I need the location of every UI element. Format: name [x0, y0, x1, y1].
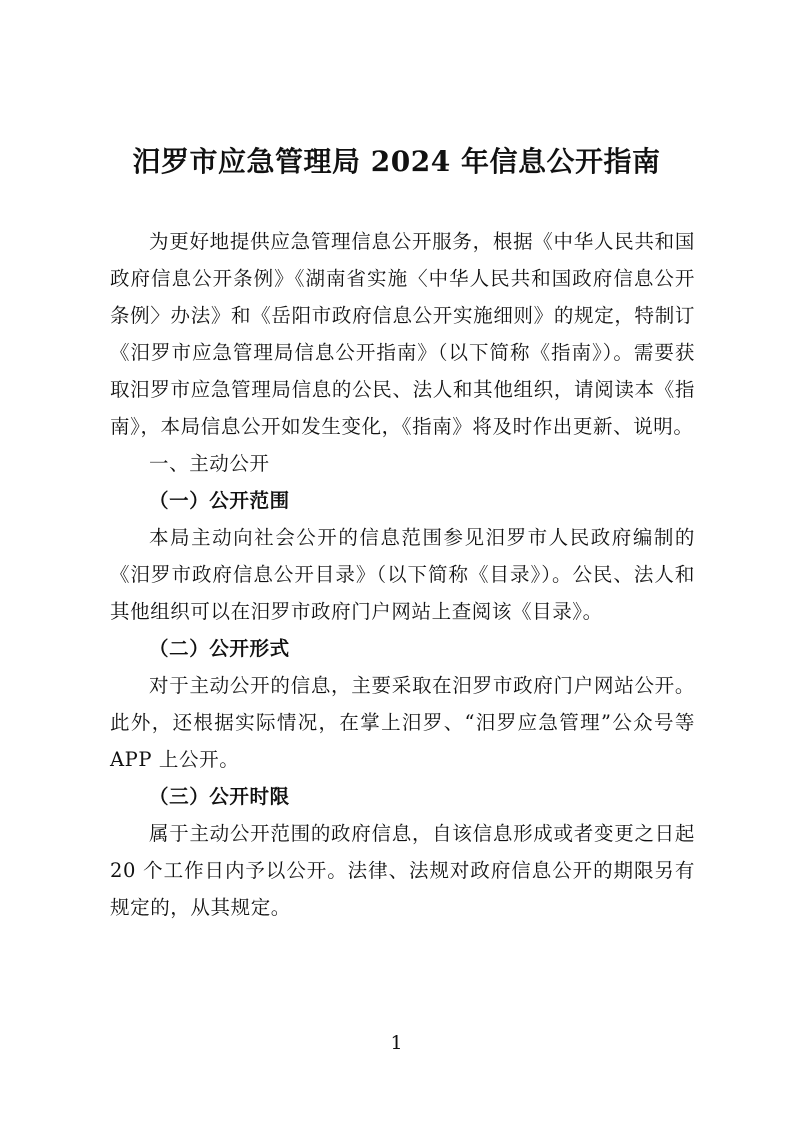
form-paragraph: 对于主动公开的信息，主要采取在汨罗市政府门户网站公开。此外，还根据实际情况，在掌上汨罗、“汨罗应急管理”公众号等 APP 上公开。 — [110, 674, 695, 771]
scope-paragraph: 本局主动向社会公开的信息范围参见汨罗市人民政府编制的《汨罗市政府信息公开目录》（以下简称《目录》）。公民、法人和其他组织可以在汨罗市政府门户网站上查阅该《目录》。 — [110, 526, 695, 623]
time-limit-paragraph: 属于主动公开范围的政府信息，自该信息形成或者变更之日起 20 个工作日内予以公开。法律、法规对政府信息公开的期限另有规定的，从其规定。 — [110, 822, 695, 919]
section-heading-proactive-disclosure: 一、主动公开 — [149, 452, 270, 475]
document-body — [110, 223, 695, 926]
page-number: 1 — [390, 1032, 403, 1054]
intro-paragraph: 为更好地提供应急管理信息公开服务，根据《中华人民共和国政府信息公开条例》《湖南省实施〈中华人民共和国政府信息公开条例〉办法》和《岳阳市政府信息公开实施细则》的规定，特制订《汨罗市应急管理局信息公开指南》（以下简称《指南》）。需要获取汨罗市应急管理局信息的公民、法人和其他组织，请阅读本《指南》，本局信息公开如发生变化，《指南》将及时作出更新、说明。 — [110, 230, 695, 438]
subsection-heading-scope: （一）公开范围 — [149, 489, 290, 512]
subsection-heading-form: （二）公开形式 — [149, 637, 290, 660]
subsection-heading-time-limit: （三）公开时限 — [149, 785, 290, 808]
document-title: 汨罗市应急管理局 2024 年信息公开指南 — [132, 145, 661, 178]
